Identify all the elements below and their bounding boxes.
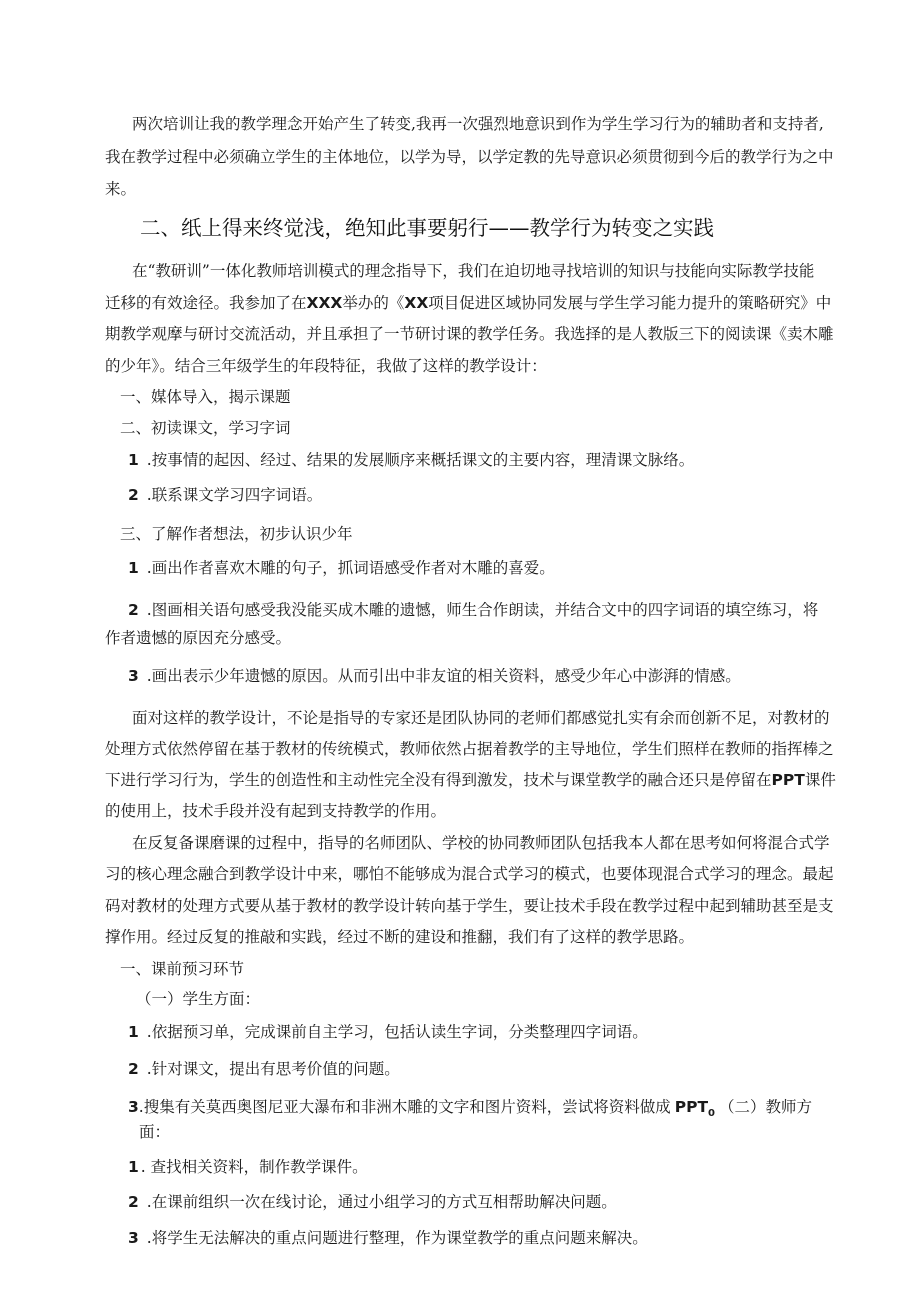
paragraph-2-line-3: 期教学观摩与研讨交流活动，并且承担了一节研讨课的教学任务。我选择的是人教版三下的阅读课《卖木雕 xyxy=(105,325,834,343)
design-step-2-item-2 xyxy=(128,483,858,507)
item-text: .将学生无法解决的重点问题进行整理，作为课堂教学的重点问题来解决。 xyxy=(146,1229,648,1247)
section-heading: 二、纸上得来终觉浅，绝知此事要躬行——教学行为转变之实践 xyxy=(140,216,714,240)
paragraph-3-line-3 xyxy=(105,768,835,792)
project-placeholder: XX xyxy=(404,294,429,312)
item-number: 2 xyxy=(128,1060,139,1078)
item-text: .画出作者喜欢木雕的句子，抓词语感受作者对木雕的喜爱。 xyxy=(146,559,555,577)
paragraph-2-line-2-part-e: 项目促进区域协同发展与学生学习能力提升的策略研究》中 xyxy=(428,294,832,312)
design-step-2-item-1 xyxy=(128,448,858,472)
design-step-1: 一、媒体导入，揭示课题 xyxy=(120,388,291,406)
paragraph-3-line-3-part-c: 课件 xyxy=(804,771,836,789)
item-number: 2 xyxy=(128,601,139,619)
design-step-3-item-2 xyxy=(128,598,858,622)
paragraph-4-line-2: 习的核心理念融合到教学设计中来，哪怕不能够成为混合式学习的模式，也要体现混合式学习的理念。最起 xyxy=(105,865,834,883)
item-number: 1 xyxy=(128,1023,139,1041)
students-item-3-cont: 面： xyxy=(139,1123,171,1141)
item-text: .联系课文学习四字词语。 xyxy=(146,486,323,504)
design-step-3-item-3 xyxy=(128,664,858,688)
paragraph-2-line-2-part-a: 迁移的有效途径。我参加了在 xyxy=(105,294,307,312)
item-number: 3 xyxy=(128,1098,139,1116)
design-step-3-item-2-cont: 作者遗憾的原因充分感受。 xyxy=(105,629,292,647)
paragraph-4-line-4: 撑作用。经过反复的推敲和实践，经过不断的建设和推翻，我们有了这样的教学思路。 xyxy=(105,928,695,946)
stage-1: 一、课前预习环节 xyxy=(120,960,245,978)
design-step-2: 二、初读课文，学习字词 xyxy=(120,419,291,437)
stage-1-students: （一）学生方面： xyxy=(136,990,261,1008)
item-text: .依据预习单，完成课前自主学习，包括认读生字词，分类整理四字词语。 xyxy=(146,1023,648,1041)
item-text: .针对课文，提出有思考价值的问题。 xyxy=(146,1060,400,1078)
students-item-2 xyxy=(128,1057,858,1081)
item-number: 1 xyxy=(128,559,139,577)
paragraph-1-line-3: 来。 xyxy=(105,180,137,198)
item-text: .在课前组织一次在线讨论，通过小组学习的方式互相帮助解决问题。 xyxy=(146,1193,617,1211)
item-text: .图画相关语句感受我没能买成木雕的遗憾，师生合作朗读，并结合文中的四字词语的填空练习，将 xyxy=(146,601,819,619)
ppt-term: PPT xyxy=(674,1098,709,1116)
ppt-term: PPT xyxy=(771,771,805,789)
item-text: .按事情的起因、经过、结果的发展顺序来概括课文的主要内容，理清课文脉络。 xyxy=(146,451,695,469)
paragraph-2-line-1: 在“教研训”一体化教师培训模式的理念指导下，我们在迫切地寻找培训的知识与技能向实际教学技能 xyxy=(132,262,815,280)
students-item-1 xyxy=(128,1020,858,1044)
paragraph-2-line-4: 的少年》。结合三年级学生的年段特征，我做了这样的教学设计： xyxy=(105,357,547,375)
item-number: 2 xyxy=(128,486,139,504)
paragraph-2-line-2-part-c: 举办的《 xyxy=(342,294,405,312)
paragraph-1-line-2: 我在教学过程中必须确立学生的主体地位，以学为导，以学定教的先导意识必须贯彻到今后的教学行为之中 xyxy=(105,148,834,166)
paragraph-3-line-4: 的使用上，技术手段并没有起到支持教学的作用。 xyxy=(105,802,447,820)
paragraph-3-line-3-part-a: 下进行学习行为，学生的创造性和主动性完全没有得到激发，技术与课堂教学的融合还只是停留在 xyxy=(105,771,772,789)
item-number: 3 xyxy=(128,667,139,685)
paragraph-3-line-2: 处理方式依然停留在基于教材的传统模式，教师依然占据着教学的主导地位，学生们照样在教师的指挥棒之 xyxy=(105,740,834,758)
item-number: 3 xyxy=(128,1229,139,1247)
teacher-item-1 xyxy=(128,1155,858,1179)
paragraph-2-line-2 xyxy=(105,291,835,315)
paragraph-4-line-1: 在反复备课磨课的过程中，指导的名师团队、学校的协同教师团队包括我本人都在思考如何将混合式学 xyxy=(132,834,830,852)
item-number: 2 xyxy=(128,1193,139,1211)
paragraph-3-line-1: 面对这样的教学设计，不论是指导的专家还是团队协同的老师们都感觉扎实有余而创新不足，对教材的 xyxy=(132,709,830,727)
teacher-section-label: （二）教师方 xyxy=(719,1098,813,1116)
item-text: .画出表示少年遗憾的原因。从而引出中非友谊的相关资料，感受少年心中澎湃的情感。 xyxy=(146,667,741,685)
item-text: .搜集有关莫西奥图尼亚大瀑布和非洲木雕的文字和图片资料，尝试将资料做成 xyxy=(138,1098,671,1116)
item-number: 1 xyxy=(128,1158,139,1176)
ppt-subscript: 0 xyxy=(708,1108,715,1120)
teacher-item-3 xyxy=(128,1226,858,1250)
item-text: . 查找相关资料，制作教学课件。 xyxy=(140,1158,368,1176)
org-placeholder: XXX xyxy=(306,294,343,312)
design-step-3: 三、了解作者想法，初步认识少年 xyxy=(120,525,353,543)
design-step-3-item-1 xyxy=(128,556,858,580)
teacher-item-2 xyxy=(128,1190,858,1214)
item-number: 1 xyxy=(128,451,139,469)
paragraph-4-line-3: 码对教材的处理方式要从基于教材的教学设计转向基于学生，要让技术手段在教学过程中起到辅助甚至是支 xyxy=(105,897,834,915)
paragraph-1-line-1: 两次培训让我的教学理念开始产生了转变,我再一次强烈地意识到作为学生学习行为的辅助者和支持者, xyxy=(132,115,824,133)
